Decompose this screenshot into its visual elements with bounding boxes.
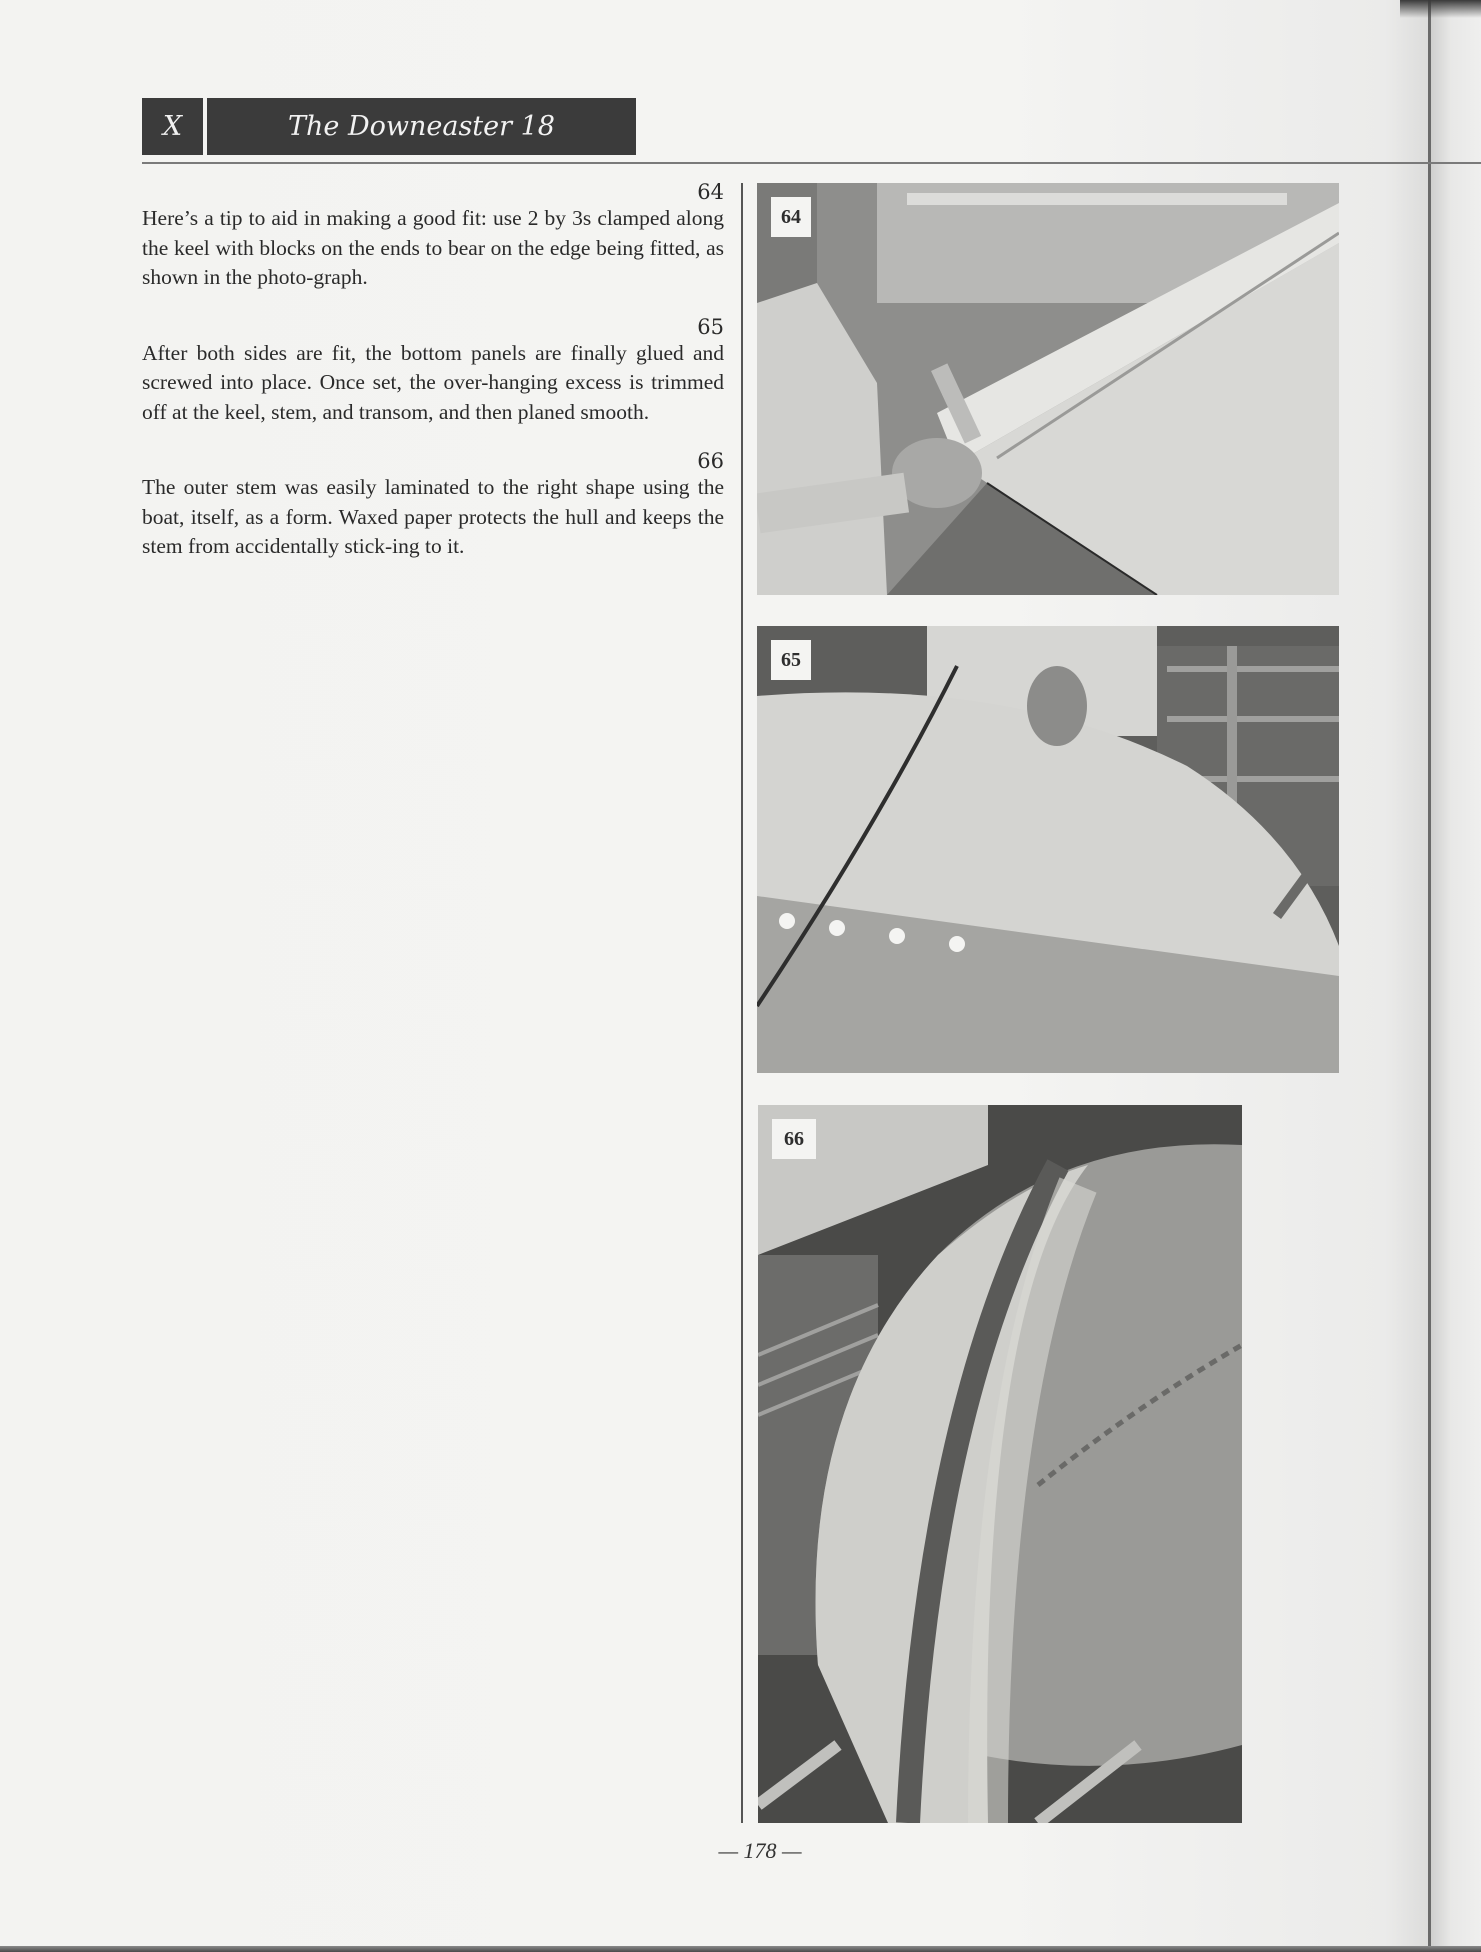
photo-64 xyxy=(757,183,1339,595)
paragraph-text: After both sides are fit, the bottom panels are finally glued and screwed into place. Once set, the over-hanging excess is trimmed off at the keel, stem, and transom, and then planed smooth. xyxy=(142,340,724,424)
next-page-edge xyxy=(1431,0,1481,1952)
paragraph-text: Here’s a tip to aid in making a good fit: use 2 by 3s clamped along the keel with blocks on the ends to bear on the edge being fitted, as shown in the photo-graph. xyxy=(142,206,724,289)
paragraph-65 xyxy=(142,315,724,428)
chapter-number: X xyxy=(162,111,183,142)
paragraph-66 xyxy=(142,449,724,562)
running-title: The Downeaster 18 xyxy=(288,111,555,142)
bottom-page-edge xyxy=(0,1946,1481,1952)
corner-shadow xyxy=(1400,0,1481,18)
photo-65-image xyxy=(757,626,1339,1073)
photo-66 xyxy=(758,1105,1242,1823)
paragraph-number: 66 xyxy=(697,449,724,473)
photo-label-64: 64 xyxy=(771,197,811,237)
text-column xyxy=(142,180,724,584)
header-rule xyxy=(142,162,1481,164)
photo-64-image xyxy=(757,183,1339,595)
paragraph-number: 64 xyxy=(697,180,724,204)
page-number: — 178 — xyxy=(718,1838,802,1863)
paragraph-number: 65 xyxy=(697,314,724,339)
paragraph-64 xyxy=(142,180,724,293)
paragraph-text: The outer stem was easily laminated to the right shape using the boat, itself, as a form. Waxed paper protects the hull and keeps the stem from accidentally stick-ing to it. xyxy=(142,475,724,558)
running-title-box xyxy=(207,98,636,155)
photo-66-image xyxy=(758,1105,1242,1823)
photo-65 xyxy=(757,626,1339,1073)
photo-label-66: 66 xyxy=(772,1119,816,1159)
column-divider xyxy=(741,183,743,1823)
photo-label-65: 65 xyxy=(771,640,811,680)
chapter-number-box xyxy=(142,98,203,155)
